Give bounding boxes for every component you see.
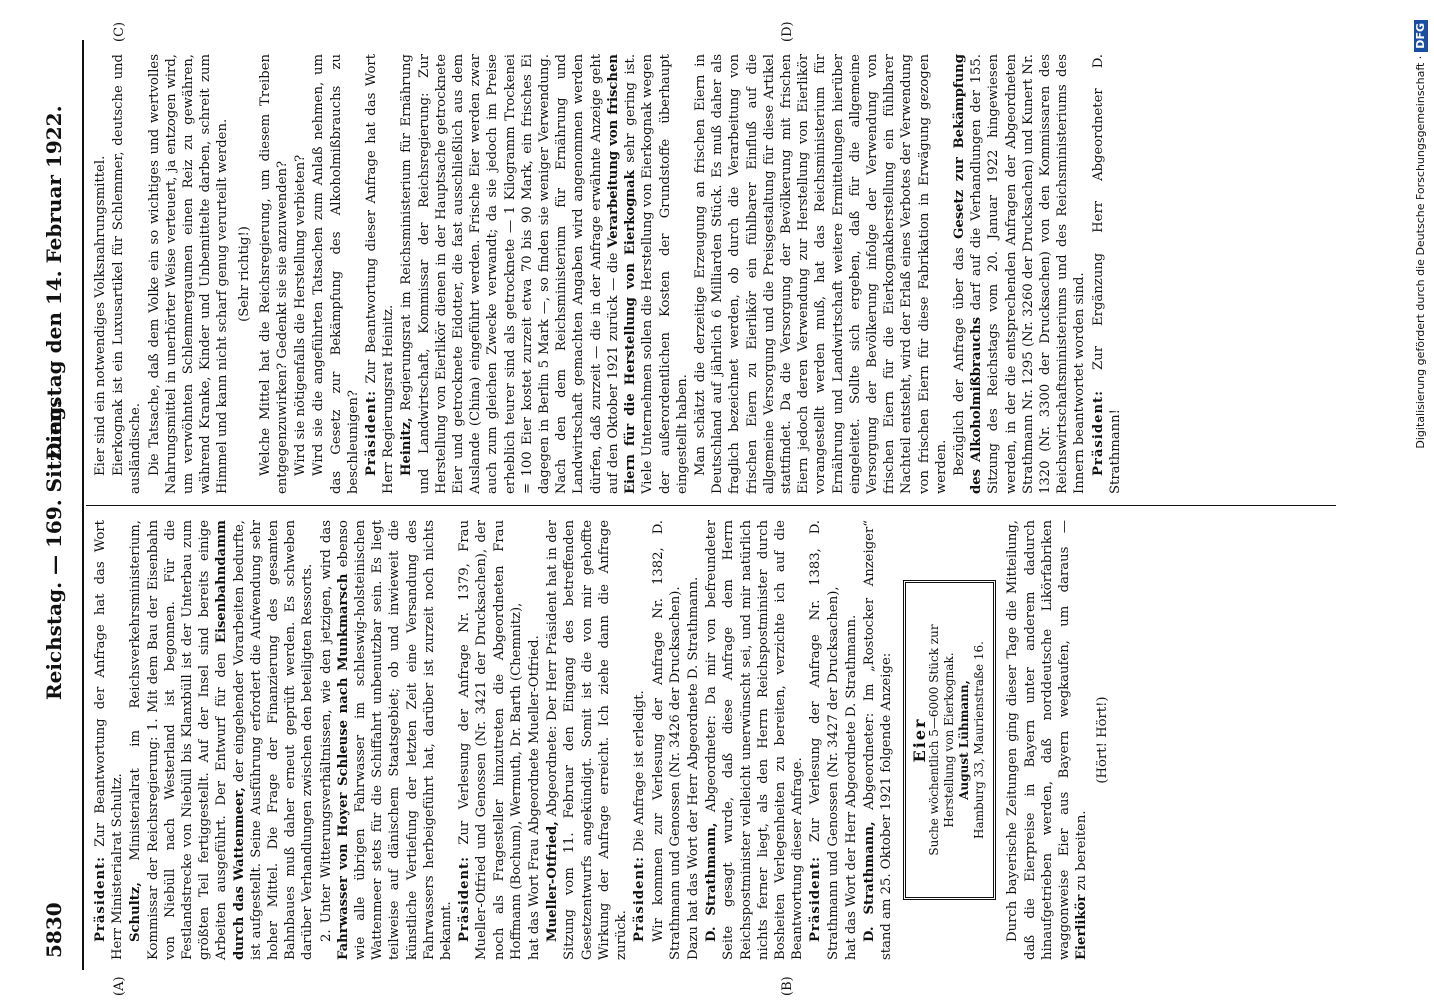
text: darf auf die Verhandlungen der 155. Sitzung des Reichstags vom 20. Januar 1922 hingewiesen werden, in der die entsprechenden Anfragen der Abgeordneten Strathmann Nr. 1295 (Nr. 3260 der Drucksachen) und Kunert Nr. 1320 (Nr. 3300 der Drucksachen) von den Kommissaren des Reichswirtschaftsministeriums und des Reichsministeriums des Innern beantwortet worden sind. bbox=[969, 54, 1088, 494]
paragraph bbox=[127, 520, 316, 960]
text: 2. Unter Witterungsverhältnissen, wie den jetzigen, wird das bbox=[318, 520, 334, 942]
text: Die Anfrage ist erledigt. bbox=[632, 690, 648, 856]
paragraph bbox=[807, 520, 841, 960]
speaker-name: D. Strathmann, bbox=[704, 822, 720, 942]
paragraph bbox=[544, 520, 630, 960]
paragraph bbox=[92, 520, 126, 960]
margin-marker-b: (B) bbox=[780, 976, 795, 996]
speaker-name: Mueller-Otfried, bbox=[545, 821, 561, 942]
speaker-name: Präsident: bbox=[93, 855, 108, 942]
emphasis: Verarbeitung von frischen Eiern für die Herstellung von Eierkognak bbox=[605, 54, 639, 494]
left-column bbox=[92, 520, 1116, 960]
paragraph bbox=[1090, 54, 1124, 494]
paragraph bbox=[631, 520, 648, 960]
speaker-name: Schultz, bbox=[128, 882, 144, 942]
interjection: (Hört! Hört!) bbox=[1095, 696, 1111, 784]
paragraph bbox=[456, 520, 525, 960]
credit-line bbox=[1408, 20, 1434, 980]
paragraph: Dazu hat das Wort der Herr Abgeordnete D. Strathmann. bbox=[685, 576, 701, 960]
text: Abgeordnete: Der Herr Präsident hat in der Sitzung vom 11. Februar den Eingang des betreffenden Gesetzentwurfs angekündigt. Somit ist die von mir gehoffte Wirkung der Anfrage erreicht. Ich ziehe dann die Anfrage zurück. bbox=[545, 520, 630, 960]
emphasis: Gesetz zur Bekämpfung des Alkoholmißbrauchs bbox=[951, 54, 985, 494]
digitization-credit bbox=[1408, 20, 1434, 980]
header-session: Reichstag. — 169. Sitzung. bbox=[42, 399, 66, 700]
newspaper-advertisement bbox=[903, 580, 996, 900]
paragraph: Wird sie die angeführten Tatsachen zum Anlaß nehmen, um das Gesetz zur Bekämpfung des Alkoholmißbrauchs zu beschleunigen? bbox=[311, 54, 361, 494]
page-number: 5830 bbox=[42, 902, 66, 958]
paragraph: hat das Wort der Herr Abgeordnete D. Strathmann. bbox=[843, 614, 859, 960]
header-date: Dienstag den 14. Februar 1922. bbox=[42, 105, 66, 460]
text: Durch bayerische Zeitungen ging dieser Tage die Mitteilung, daß die Eierpreise in Bayern unter anderem dadurch hinaufgetrieben werden, daß norddeutsche Likörfabriken waggonweise Eier aus Bayern wegkaufen, um daraus — bbox=[1005, 520, 1072, 960]
paragraph: Die Tatsache, daß dem Volke ein so wichtiges und wertvolles Nahrungsmittel in unerhörter Weise verteuert, ja entzogen wird, um verwöhnten Schlemmergaumen einen Reiz zu gewähren, während Kranke, Kinder und Unbemittelte darben, schreit zum Himmel und kann nicht scharf genug verurteilt werden. bbox=[146, 54, 231, 494]
right-column bbox=[92, 54, 1125, 494]
rotated-document-page bbox=[20, 0, 1380, 1000]
text: Ministerialrat im Reichsverkehrsministerium, Kommissar der Reichsregierung: 1. Mit dem Bau der Eisenbahn von Niebüll nach Westerland ist begonnen. Für die Festlandstrecke von Niebüll bis Klanxbüll ist der Unterbau zum größten Teil fertiggestellt. Auf der Insel sind bereits einige Arbeiten ausgeführt. Der Entwurf für den bbox=[128, 520, 230, 960]
text: Abgeordneter: Im „Rostocker Anzeiger“ stand am 25. Oktober 1921 folgende Anzeige: bbox=[861, 520, 895, 960]
margin-marker-c: (C) bbox=[112, 21, 127, 42]
paragraph: hat das Wort Frau Abgeordnete Mueller-Otfried. bbox=[527, 635, 543, 960]
paragraph: Welche Mittel hat die Reichsregierung, um diesem Treiben entgegenzuwirken? Gedenkt sie sie anzuwenden? bbox=[257, 54, 291, 494]
speaker-name: Heinitz, bbox=[399, 417, 415, 476]
emphasis: Eierlikör bbox=[1074, 894, 1090, 960]
ad-name: August Lühmann, bbox=[957, 680, 972, 800]
paragraph: Wir kommen zur Verlesung der Anfrage Nr. 1382, D. Strathmann und Genossen (Nr. 3426 der Drucksachen). bbox=[650, 520, 683, 960]
text: sehr gering ist. Viele Unternehmen sollen die Herstellung von Eierkognak wegen der außerordentlichen Kosten der Grundstoffe überhaupt eingestellt haben. bbox=[623, 53, 690, 494]
text: Zur Verlesung der Anfrage Nr. 1383, D. Strathmann und Genossen (Nr. 3427 der Drucksachen), bbox=[808, 520, 841, 960]
paragraph bbox=[363, 54, 397, 494]
page-header bbox=[38, 0, 78, 1000]
speaker-name: Präsident: bbox=[457, 855, 473, 942]
interjection: (Sehr richtig!) bbox=[236, 226, 252, 322]
paragraph bbox=[861, 520, 895, 960]
speaker-name: Präsident: bbox=[632, 855, 648, 942]
header-rule bbox=[82, 40, 84, 970]
margin-marker-a: (A) bbox=[112, 976, 127, 996]
speaker-name: Präsident: bbox=[364, 389, 380, 476]
paragraph bbox=[951, 54, 1089, 494]
speaker-name: D. Strathmann, bbox=[861, 821, 877, 942]
column-divider bbox=[86, 505, 1336, 506]
paragraph: Eier sind ein notwendiges Volksnahrungsmittel. bbox=[93, 155, 108, 476]
paragraph: Wird sie nötigenfalls die Herstellung verbieten? bbox=[293, 154, 309, 476]
text: zu bereiten. bbox=[1074, 810, 1090, 895]
emphasis: Fahrwasser von Hoyer Schleuse nach Munkmarsch bbox=[335, 573, 351, 960]
margin-marker-d: (D) bbox=[780, 21, 795, 42]
text: ebenso wie alle übrigen Fahrwasser im schleswig-holsteinischen Wattenmeer stets für die Schiffahrt unbenutzbar sein. Es liegt teilweise auf dänischem Staatsgebiet; ob und inwieweit die künstliche Vertiefung der letzten Zeit eine Versandung des Fahrwassers herbeigeführt hat, darüber ist zurzeit noch nichts bekannt. bbox=[335, 520, 455, 960]
paragraph bbox=[703, 520, 806, 960]
ad-address: Hamburg 33, Maurienstraße 16. bbox=[972, 641, 987, 839]
dfg-logo: DFG bbox=[1414, 20, 1428, 52]
text: der eingehender Vorarbeiten bedurfte, ist aufgestellt. Seine Ausführung erfordert die Aufwendung sehr hoher Mittel. Die Frage der Finanzierung des gesamten Bahnbaues muß daher erneut geprüft werden. Es schweben darüber Verhandlungen zwischen den beteiligten Ressorts. bbox=[231, 520, 316, 960]
text: Zur Beantwortung dieser Anfrage hat das Wort Herr Regierungsrat Heinitz. bbox=[364, 54, 397, 494]
ad-title: Eier bbox=[910, 717, 930, 763]
text: Zur Beantwortung der Anfrage hat das Wort Herr Ministerialrat Schultz. bbox=[93, 520, 126, 960]
ad-text: Suche wöchentlich 5—6000 Stück zur Herstellung von Eierkognak. bbox=[927, 624, 957, 856]
paragraph: Man schätzt die derzeitige Erzeugung an frischen Eiern in Deutschland auf jährlich 6 Milliarden Stück. Es muß daher als fraglich bezeichnet werden, ob durch die Verarbeitung von frischen Eiern zu Eierlikör ein fühlbarer Einfluß auf die allgemeine Versorgung und die Preisgestaltung für diese Artikel stattfindet. Da die Versorgung der Bevölkerung mit frischen Eiern jedoch deren Verwendung zur Herstellung von Eierlikör vorangestellt werden muß, hat das Reichsministerium für Ernährung und Landwirtschaft weitere Ermittelungen hierüber eingeleitet. Sollte sich ergeben, daß für die allgemeine Versorgung der Bevölkerung infolge der Verwendung von frischen Eiern für die Eierkognakherstellung ein fühlbarer Nachteil entsteht, wird der Erlaß eines Verbotes der Verwendung von frischen Eiern für diese Fabrikation in Erwägung gezogen werden. bbox=[692, 54, 949, 494]
paragraph bbox=[1004, 520, 1090, 960]
credit-text: Digitalisierung gefördert durch die Deutsche Forschungsgemeinschaft · bbox=[1414, 55, 1427, 449]
text: Zur Ergänzung Herr Abgeordneter D. Strathmann! bbox=[1090, 54, 1123, 494]
text: Bezüglich der Anfrage über das bbox=[951, 238, 967, 476]
emphasis: Eisenbahndamm durch das Wattenmeer, bbox=[214, 520, 247, 960]
text: Abgeordneter: Da mir von befreundeter Seite gesagt wurde, daß diese Anfrage dem Herrn Reichspostminister vielleicht unerwünscht sei, und mir natürlich nichts ferner liegt, als den Herrn Reichspostminister durch Bosheiten Verlegenheiten zu bereiten, verzichte ich auf die Beantwortung dieser Anfrage. bbox=[704, 520, 806, 960]
paragraph: Eierkognak ist ein Luxusartikel für Schlemmer, deutsche und ausländische. bbox=[111, 54, 144, 494]
paragraph bbox=[398, 54, 690, 494]
text: Regierungsrat im Reichsministerium für Ernährung und Landwirtschaft, Kommissar der Reichsregierung: Zur Herstellung von Eierlikör dienen in der Hauptsache getrocknete Eier und getrocknete Eidotter, die fast ausschließlich aus dem Auslande (China) eingeführt werden. Frische Eier werden zwar auch zum gleichen Zwecke verwandt; da sie jedoch im Preise erheblich teurer sind als getrocknete — 1 Kilogramm Trockenei = 100 Eier kostet zurzeit etwa 70 bis 90 Mark, ein frisches Ei dagegen in Berlin 5 Mark —, so finden sie weniger Verwendung. Nach den dem Reichsministerium für Ernährung und Landwirtschaft gemachten Angaben wird angenommen werden dürfen, daß zurzeit — die in der Anfrage erwähnte Anzeige geht auf den Oktober 1921 zurück — die bbox=[399, 54, 621, 494]
speaker-name: Präsident: bbox=[808, 855, 824, 942]
text: Zur Verlesung der Anfrage Nr. 1379, Frau Mueller-Otfried und Genossen (Nr. 3421 der Drucksachen), der noch als Fragesteller hinzutreten die Abgeordneten Frau Hoffmann (Bochum), Wermuth, Dr. Barth (Chemnitz), bbox=[457, 520, 524, 960]
paragraph bbox=[318, 520, 456, 960]
speaker-name: Präsident: bbox=[1090, 389, 1106, 476]
